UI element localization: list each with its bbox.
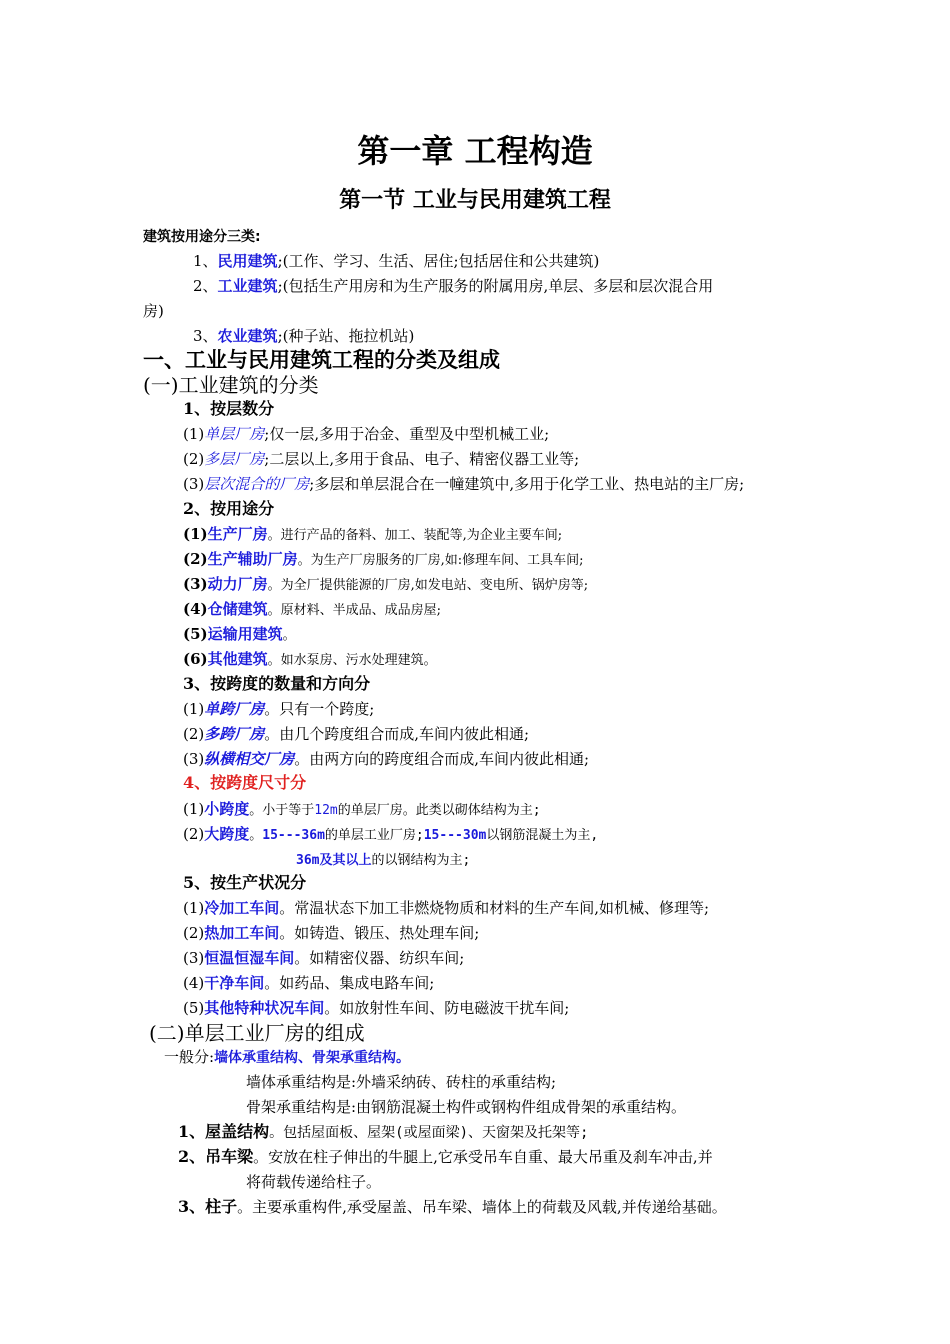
list-item: (1)小跨度。小于等于12m的单层厂房。此类以砌体结构为主; [183, 800, 541, 818]
section-title: 第一节 工业与民用建筑工程 [339, 187, 611, 213]
intro-item: 3、农业建筑;(种子站、拖拉机站) [193, 327, 415, 345]
list-item: (5)运输用建筑。 [183, 625, 296, 643]
list-item: (3)恒温恒湿车间。如精密仪器、纺织车间; [183, 949, 465, 967]
subsection-heading: (一)工业建筑的分类 [143, 373, 319, 397]
list-item: (3)层次混合的厂房;多层和单层混合在一幢建筑中,多用于化学工业、热电站的主厂房; [183, 475, 745, 493]
intro-label: 建筑按用途分三类: [143, 229, 261, 245]
group-heading: 3、按跨度的数量和方向分 [183, 674, 371, 693]
list-item: (1)单跨厂房。只有一个跨度; [183, 700, 375, 718]
group-heading: 1、按层数分 [183, 399, 275, 418]
list-item: (2)多层厂房;二层以上,多用于食品、电子、精密仪器工业等; [183, 450, 580, 468]
list-item: (2)生产辅助厂房。为生产厂房服务的厂房,如:修理车间、工具车间; [183, 550, 584, 568]
list-item: (2)热加工车间。如铸造、锻压、热处理车间; [183, 924, 480, 942]
component-item: 2、吊车梁。安放在柱子伸出的牛腿上,它承受吊车自重、最大吊重及刹车冲击,并 [178, 1147, 713, 1166]
list-item: (5)其他特种状况车间。如放射性车间、防电磁波干扰车间; [183, 999, 570, 1017]
intro-item-continuation: 房) [143, 302, 164, 320]
intro-item: 2、工业建筑;(包括生产用房和为生产服务的附属用房,单层、多层和层次混合用 [193, 277, 714, 295]
component-item: 3、柱子。主要承重构件,承受屋盖、吊车梁、墙体上的荷载及风载,并传递给基础。 [178, 1197, 727, 1216]
group-heading: 4、按跨度尺寸分 [183, 773, 307, 792]
wall-bearing-line: 墙体承重结构是:外墙采纳砖、砖柱的承重结构; [246, 1073, 557, 1091]
group-heading: 2、按用途分 [183, 499, 275, 518]
list-item: (2)多跨厂房。由几个跨度组合而成,车间内彼此相通; [183, 725, 530, 743]
list-item: (6)其他建筑。如水泵房、污水处理建筑。 [183, 650, 437, 668]
component-item: 1、屋盖结构。包括屋面板、屋架(或屋面梁)、天窗架及托架等; [178, 1122, 589, 1141]
frame-bearing-line: 骨架承重结构是:由钢筋混凝土构件或钢构件组成骨架的承重结构。 [246, 1098, 687, 1116]
list-item: (1)冷加工车间。常温状态下加工非燃烧物质和材料的生产车间,如机械、修理等; [183, 899, 710, 917]
group-heading: 5、按生产状况分 [183, 873, 307, 892]
list-item: (4)干净车间。如药品、集成电路车间; [183, 974, 435, 992]
component-item-continuation: 将荷载传递给柱子。 [246, 1173, 382, 1191]
list-item: (1)生产厂房。进行产品的备料、加工、装配等,为企业主要车间; [183, 525, 563, 543]
list-item: (3)纵横相交厂房。由两方向的跨度组合而成,车间内彼此相通; [183, 750, 590, 768]
part-heading: 一、工业与民用建筑工程的分类及组成 [143, 347, 500, 372]
chapter-title: 第一章 工程构造 [357, 132, 593, 170]
list-item: (4)仓储建筑。原材料、半成品、成品房屋; [183, 600, 442, 618]
list-item: (2)大跨度。15---36m的单层工业厂房;15---30m以钢筋混凝土为主, [183, 825, 599, 843]
subsection-heading: (二)单层工业厂房的组成 [149, 1021, 365, 1045]
intro-item: 1、民用建筑;(工作、学习、生活、居住;包括居住和公共建筑) [193, 252, 600, 270]
list-item-continuation: 36m及其以上的以钢结构为主; [296, 853, 471, 868]
list-item: (1)单层厂房;仅一层,多用于冶金、重型及中型机械工业; [183, 425, 550, 443]
general-line: 一般分:墙体承重结构、骨架承重结构。 [164, 1048, 411, 1066]
list-item: (3)动力厂房。为全厂提供能源的厂房,如发电站、变电所、锅炉房等; [183, 575, 589, 593]
